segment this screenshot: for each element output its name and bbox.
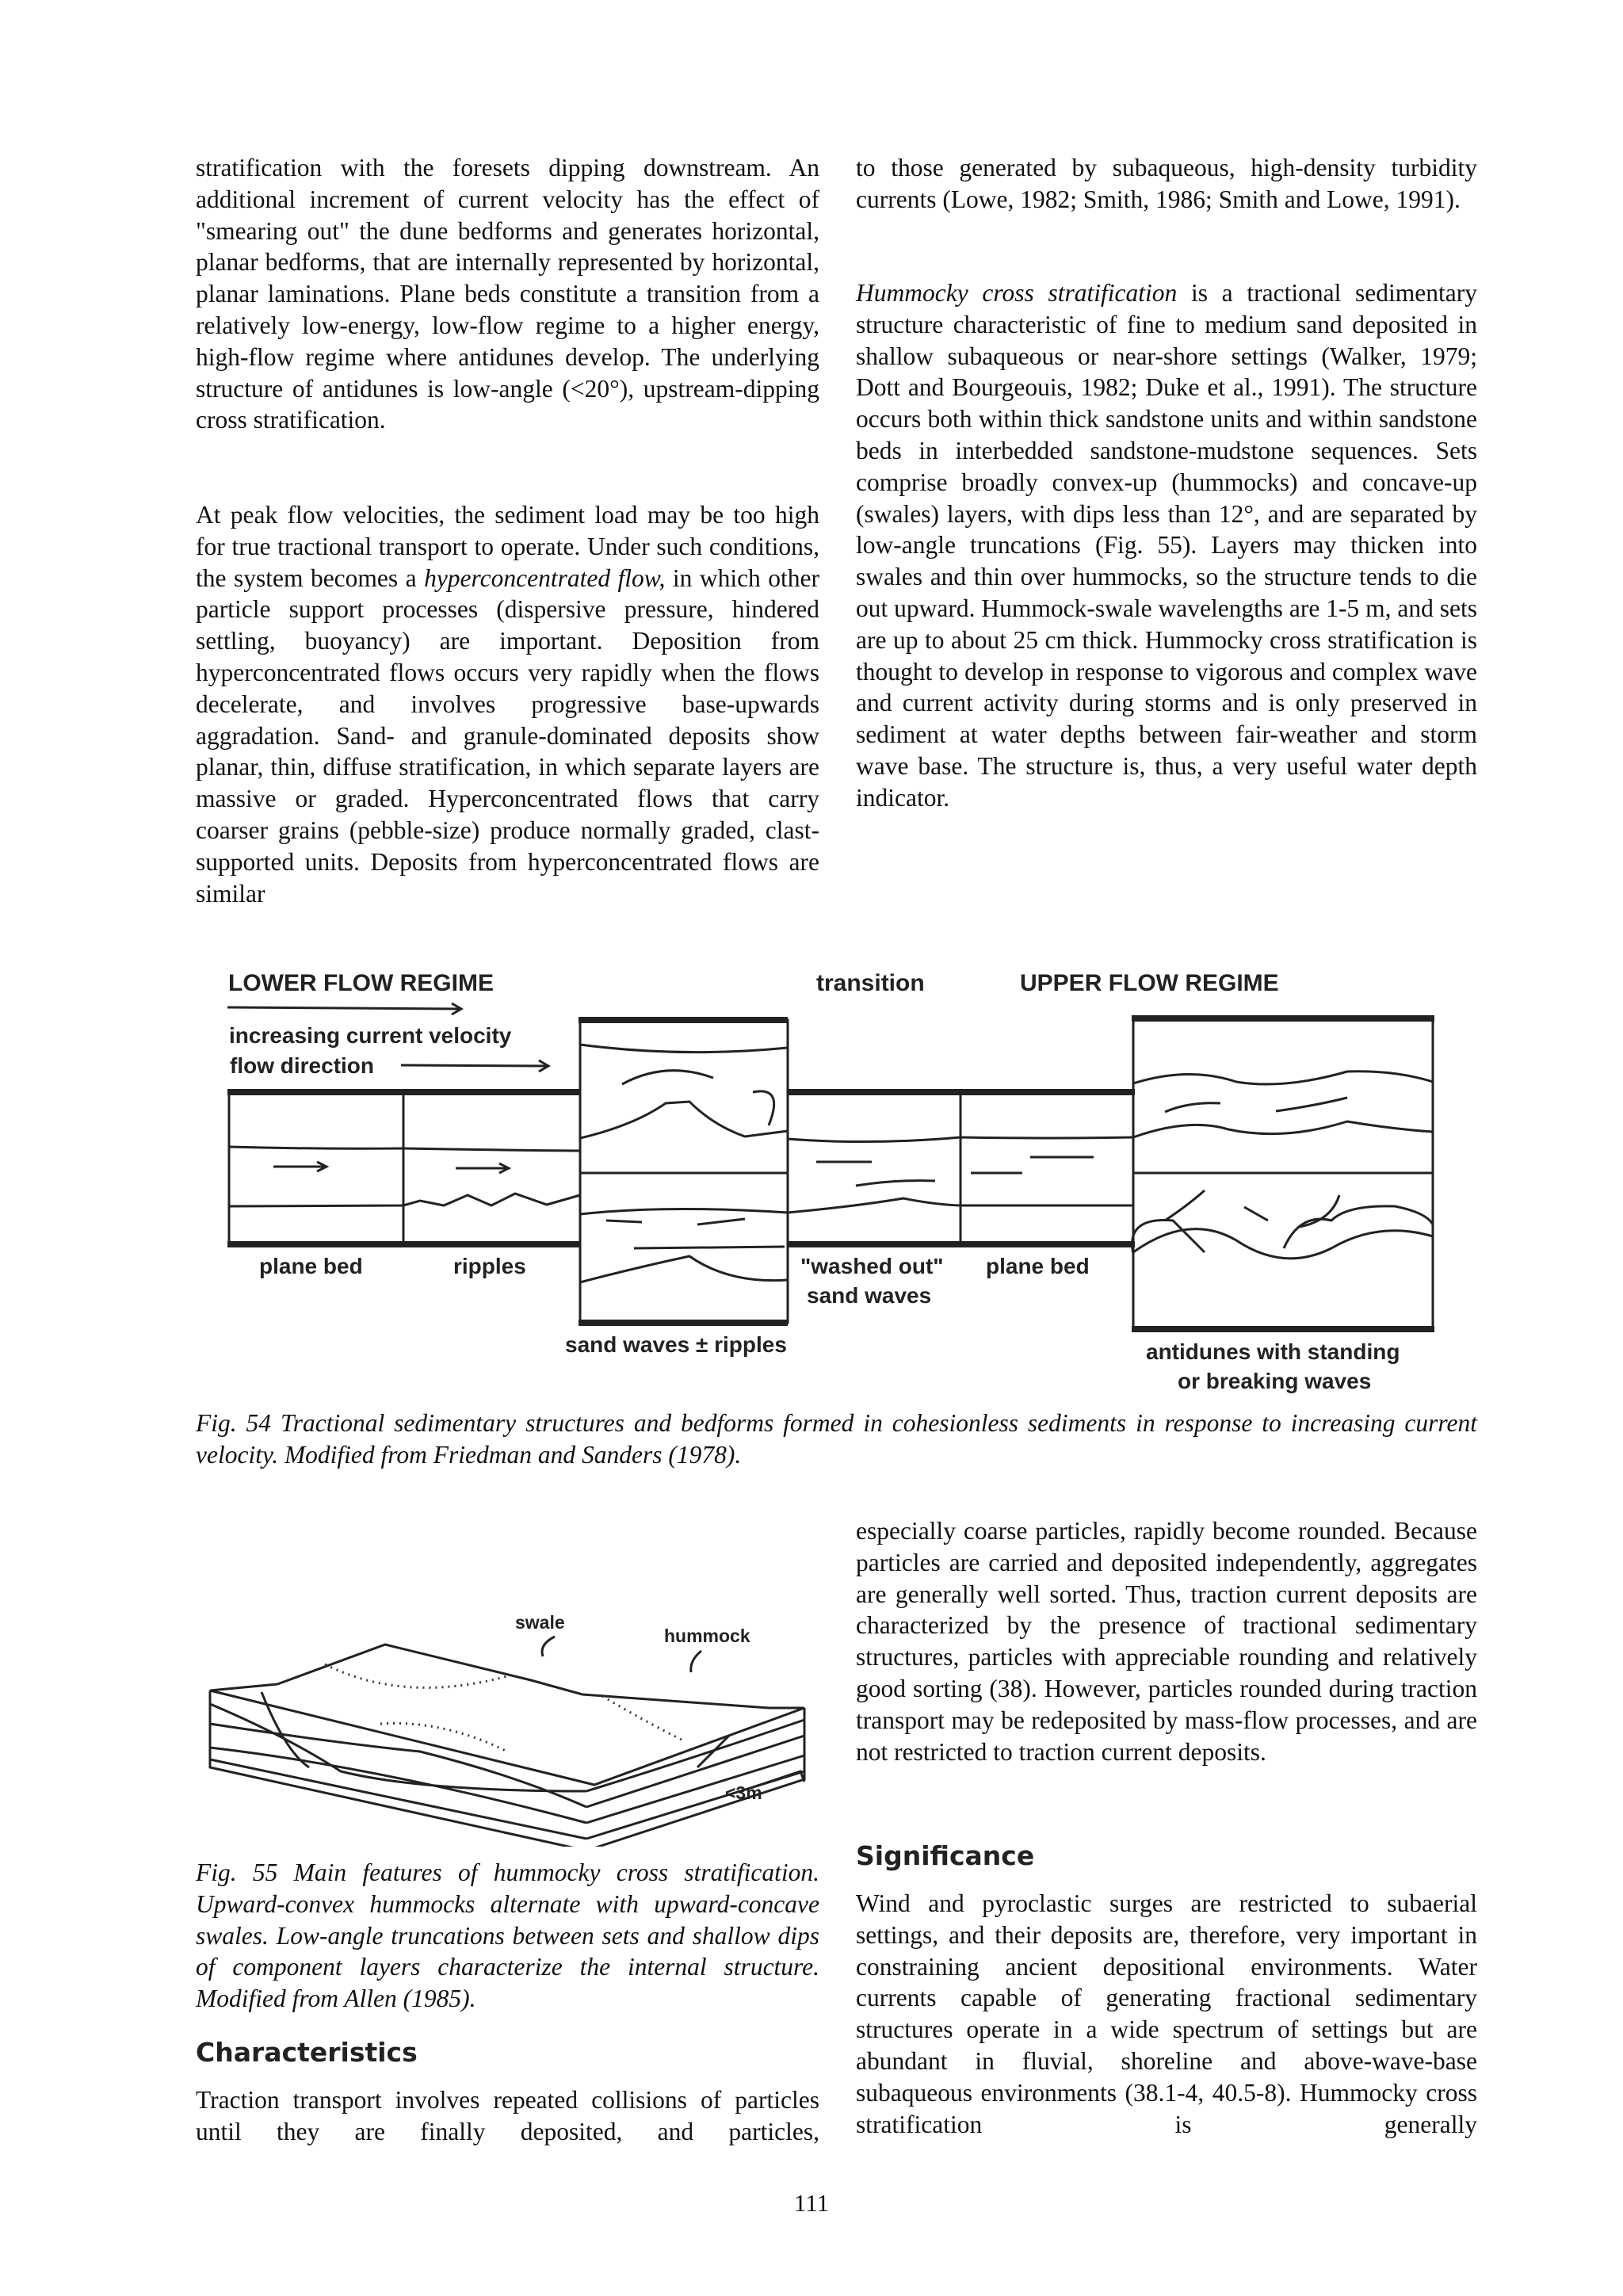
label-washed-out-sand-waves: sand waves — [807, 1283, 932, 1308]
italic-term: Hummocky cross stratification — [856, 279, 1178, 307]
text-segment: is a tractional sedimentary structure characteristic of fine to medium sand deposited in shallow subaqueous or near-shore settings (Walker, 1979; Dott and Bourgeouis, 1982; Duke et al., 1991). The structure occurs both within thick sandstone units and within sandstone beds in interbedded sandstone-mudstone sequences. Sets comprise broadly convex-up (hummocks) and concave-up (swales) layers, with dips less than 12°, and are separated by low-angle truncations (Fig. 55). Layers may thicken into swales and thin over hummocks, so the structure tends to die out upward. Hummock-swale wavelengths are 1-5 m, and sets are up to about 25 cm thick. Hummocky cross stratification is thought to develop in response to vigorous and complex wave and current activity during storms and is only preserved in sediment at water depths between fair-weather and storm wave base. The structure is, thus, a very useful water depth indicator. — [856, 279, 1477, 812]
flow-direction-label: flow direction — [230, 1053, 374, 1078]
characteristics-paragraph: Traction transport involves repeated collisions of particles until they are finally deposited, and particles, — [196, 2086, 819, 2145]
panel-antidunes — [1132, 1018, 1434, 1329]
significance-paragraph: Wind and pyroclastic surges are restricted to subaerial settings, and their deposits are, therefore, very important in constraining ancient depositional environments. Water currents capable of generating fractional sedimentary structures operate in a wide spectrum of settings but are abundant in fluvial, shoreline and above-wave-base subaqueous environments (38.1-4, 40.5-8). Hummocky cross stratification is generally — [856, 1889, 1477, 2138]
right-lower-paragraph-1: especially coarse particles, rapidly become rounded. Because particles are carried and deposited independently, aggregates are generally well sorted. Thus, traction current deposits are characterized by the presence of tractional sedimentary structures, particles with appreciable rounding and relatively good sorting (38). However, particles rounded during traction transport may be redeposited by mass-flow processes, and are not restricted to traction current deposits. — [856, 1517, 1477, 1766]
transition-label: transition — [816, 970, 925, 996]
panel-plane-bed-ripples — [227, 1092, 580, 1244]
label-washed-out: "washed out" — [800, 1254, 944, 1278]
page-number: 111 — [793, 2189, 830, 2217]
label-breaking-waves: or breaking waves — [1178, 1369, 1372, 1393]
hummock-label: hummock — [664, 1626, 750, 1646]
swale-label: swale — [515, 1612, 565, 1633]
figure-55-diagram — [182, 1577, 832, 1847]
significance-heading: Significance — [856, 1840, 1035, 1871]
label-plane-bed-1: plane bed — [259, 1254, 363, 1278]
label-antidunes: antidunes with standing — [1146, 1339, 1400, 1364]
right-paragraph-1: to those generated by subaqueous, high-density turbidity currents (Lowe, 1982; Smith, 1986; Smith and Lowe, 1991). — [856, 154, 1477, 213]
lower-flow-regime-label: LOWER FLOW REGIME — [228, 970, 494, 996]
panel-sand-waves — [579, 1020, 788, 1323]
italic-term: hyperconcentrated flow, — [424, 563, 666, 592]
characteristics-heading: Characteristics — [196, 2037, 418, 2068]
upper-flow-regime-label: UPPER FLOW REGIME — [1020, 970, 1279, 996]
velocity-arrow-icon — [227, 1003, 461, 1014]
figure-55-caption: Fig. 55 Main features of hummocky cross stratification. Upward-convex hummocks alternate with upward-concave swales. Low-angle truncations between sets and shallow dips of component layers characterize the internal structure. Modified from Allen (1985). — [196, 1859, 819, 2013]
right-paragraph-2 — [856, 277, 1477, 814]
scale-label: <3m — [725, 1782, 762, 1803]
increasing-velocity-label: increasing current velocity — [229, 1023, 512, 1048]
label-sand-waves-ripples: sand waves ± ripples — [565, 1332, 787, 1357]
figure-54-diagram — [0, 951, 1623, 1403]
left-paragraph-1: stratification with the foresets dipping downstream. An additional increment of current velocity has the effect of "smearing out" the dune bedforms and generates horizontal, planar bedforms, that are internally represented by horizontal, planar laminations. Plane beds constitute a transition from a relatively low-energy, low-flow regime to a higher energy, high-flow regime where antidunes develop. The underlying structure of antidunes is low-angle (<20°), upstream-dipping cross stratification. — [196, 154, 819, 434]
text-segment: At peak flow velocities, the sediment load may be too high for true tractional transport to operate. Under such conditions, the system becomes a — [196, 501, 819, 592]
label-plane-bed-2: plane bed — [986, 1254, 1090, 1278]
flow-direction-arrow-icon — [401, 1060, 548, 1072]
figure-54-caption: Fig. 54 Tractional sedimentary structures and bedforms formed in cohesionless sediments in response to increasing current velocity. Modified from Friedman and Sanders (1978). — [196, 1409, 1477, 1469]
text-segment: in which other particle support processes (dispersive pressure, hindered settling, buoyancy) are important. Deposition from hyperconcentrated flows occurs very rapidly when the flows decelerate, and involves progressive base-upwards aggradation. Sand- and granule-dominated deposits show planar, thin, diffuse stratification, in which separate layers are massive or graded. Hyperconcentrated flows that carry coarser grains (pebble-size) produce normally graded, clast-supported units. Deposits from hyperconcentrated flows are similar — [196, 563, 819, 907]
panel-washed-out-plane-bed — [788, 1092, 1135, 1244]
label-ripples: ripples — [453, 1254, 526, 1278]
left-paragraph-2 — [196, 499, 819, 909]
